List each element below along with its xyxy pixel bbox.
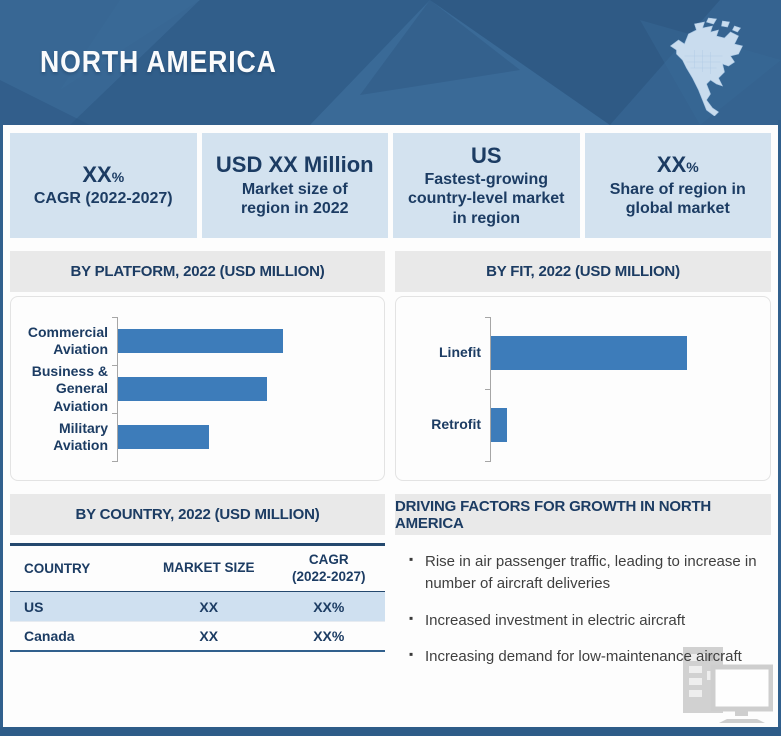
driving-factors-title: DRIVING FACTORS FOR GROWTH IN NORTH AMERICA	[395, 494, 771, 535]
column-header-market-size: MARKET SIZE	[162, 560, 255, 576]
column-header-country: COUNTRY	[24, 561, 91, 576]
cell-cagr: XX%	[313, 598, 345, 615]
platform-chart-title: BY PLATFORM, 2022 (USD MILLION)	[10, 251, 385, 292]
bar-military-aviation	[118, 425, 209, 449]
cell-cagr: XX%	[313, 628, 345, 644]
stat-cagr-label: CAGR (2022-2027)	[33, 190, 173, 208]
platform-chart-column	[10, 251, 385, 481]
fit-chart-title: BY FIT, 2022 (USD MILLION)	[395, 251, 771, 292]
stat-market-size-number: USD XX Million	[215, 152, 374, 178]
stat-fastest-country-name: US	[470, 142, 502, 168]
bottom-row	[10, 494, 771, 683]
country-table-column	[10, 494, 385, 683]
bar-business-general-aviation	[118, 377, 267, 401]
cell-country: US	[24, 598, 44, 615]
stat-cagr	[10, 133, 197, 238]
table-row-canada	[10, 621, 385, 650]
bar-linefit	[491, 336, 687, 370]
axis-tick	[112, 413, 118, 414]
category-label: Linefit	[439, 344, 481, 361]
north-america-map-icon	[662, 16, 757, 116]
category-label: Military Aviation	[53, 419, 108, 453]
platform-chart	[10, 296, 385, 481]
fit-chart-column	[395, 251, 771, 481]
charts-row	[10, 251, 771, 481]
frame-bottom-bar	[0, 727, 781, 736]
frame-left-border	[0, 120, 3, 728]
bar-commercial-aviation	[118, 329, 283, 353]
axis-tick	[112, 317, 118, 318]
table-row-us	[10, 592, 385, 621]
driving-factor-item: ▪ Increased investment in electric aircraft	[425, 610, 767, 632]
platform-chart-plot-area	[117, 317, 384, 461]
fit-chart-plot-area	[490, 317, 770, 461]
column-header-cagr	[273, 552, 386, 586]
driving-factor-item: ▪ Rise in air passenger traffic, leading to increase in number of aircraft deliveries	[425, 551, 767, 595]
driving-factors-list	[395, 551, 771, 668]
stat-market-size-label: Market size of region in 2022	[240, 180, 349, 218]
stat-cagr-number: XX	[82, 162, 112, 188]
axis-tick	[112, 461, 118, 462]
platform-chart-category-labels	[11, 317, 117, 461]
category-label: Business & General Aviation	[31, 362, 108, 414]
column-header-cagr-line1: CAGR	[308, 551, 349, 567]
stat-global-share	[585, 133, 772, 238]
fit-chart	[395, 296, 771, 481]
fit-chart-category-labels	[396, 317, 490, 461]
country-table	[10, 543, 385, 652]
cell-country: Canada	[24, 628, 75, 644]
stat-cagr-value	[82, 162, 124, 187]
bar-retrofit	[491, 408, 507, 442]
region-banner	[0, 0, 781, 125]
category-label: Retrofit	[431, 416, 481, 433]
stat-global-share-value	[657, 152, 699, 177]
country-section-title: BY COUNTRY, 2022 (USD MILLION)	[10, 494, 385, 535]
column-header-cagr-line2: (2022-2027)	[291, 568, 366, 584]
stat-cagr-suffix: %	[111, 169, 125, 186]
cell-market-size: XX	[199, 598, 219, 615]
category-label: Commercial Aviation	[27, 323, 108, 357]
stat-fastest-country-value	[471, 143, 502, 168]
driving-factors-column	[395, 494, 771, 683]
stat-fastest-country	[393, 133, 580, 238]
axis-tick	[485, 461, 491, 462]
stat-fastest-country-label: Fastest-growing country-level market in region	[407, 170, 565, 227]
stat-market-size-value	[216, 152, 374, 177]
stat-global-share-suffix: %	[686, 159, 699, 176]
axis-tick	[485, 317, 491, 318]
stat-global-share-label: Share of region in global market	[609, 180, 746, 218]
page-title: NORTH AMERICA	[40, 44, 277, 79]
cell-market-size: XX	[199, 628, 219, 644]
axis-tick	[485, 389, 491, 390]
driving-factor-item: ▪ Increasing demand for low-maintenance aircraft	[425, 646, 767, 668]
stat-global-share-number: XX	[656, 152, 687, 178]
stat-market-size	[202, 133, 389, 238]
key-stats-row	[10, 133, 771, 238]
axis-tick	[112, 365, 118, 366]
country-table-header	[10, 546, 385, 592]
